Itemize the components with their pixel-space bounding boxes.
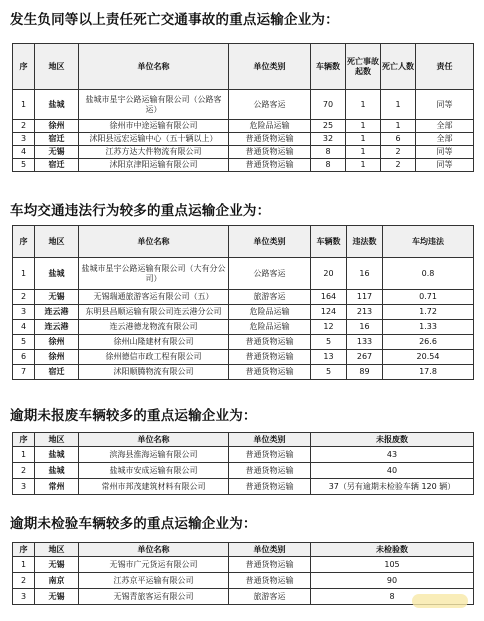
cell-name: 东明县昌顺运输有限公司连云港分公司 [79,305,229,320]
cell-name: 沭阳县远宏运输中心（五十辆以上） [79,133,229,146]
cell-region: 无锡 [35,146,79,159]
table-row [13,146,474,159]
cell-deaths: 1 [381,120,416,133]
cell-violations: 133 [347,335,383,350]
cell-average: 1.33 [383,320,474,335]
cell-category: 普通货物运输 [229,365,311,380]
cell-no: 2 [13,120,35,133]
table-row [13,335,474,350]
cell-category: 普通货物运输 [229,573,311,589]
table-header-row [13,44,474,90]
col-header: 序 [13,44,35,90]
cell-average: 1.72 [383,305,474,320]
col-header: 单位名称 [79,226,229,258]
cell-no: 3 [13,305,35,320]
col-header: 地区 [35,543,79,557]
cell-duty: 同等 [416,146,474,159]
cell-region: 徐州 [35,335,79,350]
cell-category: 普通货物运输 [229,463,311,479]
cell-vehicles: 5 [311,365,347,380]
table-header-row [13,543,474,557]
cell-region: 宿迁 [35,133,79,146]
cell-vehicles: 8 [311,146,346,159]
cell-no: 7 [13,365,35,380]
cell-vehicles: 70 [311,90,346,120]
table-row [13,589,474,605]
col-header: 未报废数 [311,433,474,447]
cell-region: 无锡 [35,557,79,573]
cell-region: 盐城 [35,90,79,120]
table-header-row [13,226,474,258]
cell-region: 连云港 [35,320,79,335]
cell-violations: 16 [347,258,383,290]
cell-deaths: 2 [381,159,416,172]
cell-name: 江苏京平运输有限公司 [79,573,229,589]
cell-region: 盐城 [35,258,79,290]
section2-heading: 车均交通违法行为较多的重点运输企业为： [10,203,271,219]
section4-heading: 逾期未检验车辆较多的重点运输企业为： [10,516,257,532]
col-header: 序 [13,543,35,557]
col-header: 地区 [35,433,79,447]
cell-no: 1 [13,90,35,120]
cell-accidents: 1 [346,120,381,133]
cell-no: 4 [13,320,35,335]
cell-category: 旅游客运 [229,290,311,305]
cell-name: 无锡瑞通旅游客运有限公司（五） [79,290,229,305]
cell-region: 连云港 [35,305,79,320]
cell-vehicles: 124 [311,305,347,320]
table-row [13,463,474,479]
cell-count: 40 [311,463,474,479]
cell-region: 常州 [35,479,79,495]
table-row [13,120,474,133]
cell-average: 0.8 [383,258,474,290]
cell-category: 普通货物运输 [229,447,311,463]
cell-accidents: 1 [346,90,381,120]
table-header-row [13,433,474,447]
cell-name: 连云港德龙物流有限公司 [79,320,229,335]
cell-duty: 全部 [416,133,474,146]
cell-region: 盐城 [35,463,79,479]
cell-category: 普通货物运输 [229,350,311,365]
cell-category: 危险品运输 [229,120,311,133]
cell-category: 公路客运 [229,258,311,290]
cell-region: 无锡 [35,290,79,305]
table-row [13,320,474,335]
cell-no: 3 [13,589,35,605]
cell-vehicles: 8 [311,159,346,172]
table-row [13,573,474,589]
cell-name: 徐州山隆建材有限公司 [79,335,229,350]
cell-name: 沭阳顺腾物流有限公司 [79,365,229,380]
cell-region: 无锡 [35,589,79,605]
cell-category: 普通货物运输 [229,133,311,146]
col-header: 地区 [35,44,79,90]
overdue-scrap-table [12,432,474,495]
cell-count: 37（另有逾期未检验车辆 120 辆） [311,479,474,495]
table-row [13,90,474,120]
col-header: 车辆数 [311,226,347,258]
cell-violations: 89 [347,365,383,380]
table-row [13,258,474,290]
cell-no: 6 [13,350,35,365]
cell-violations: 267 [347,350,383,365]
cell-name: 无锡市广元货运有限公司 [79,557,229,573]
col-header: 地区 [35,226,79,258]
watermark-blob [412,594,468,608]
table-row [13,365,474,380]
col-header: 序 [13,433,35,447]
cell-vehicles: 20 [311,258,347,290]
cell-accidents: 1 [346,133,381,146]
cell-name: 沭阳京津阳运输有限公司 [79,159,229,172]
table-row [13,133,474,146]
cell-duty: 全部 [416,120,474,133]
cell-name: 徐州市中途运输有限公司 [79,120,229,133]
cell-name: 徐州德信市政工程有限公司 [79,350,229,365]
col-header: 责任 [416,44,474,90]
cell-violations: 16 [347,320,383,335]
cell-count: 8 [311,589,474,605]
col-header: 死亡事故起数 [346,44,381,90]
col-header: 车均违法 [383,226,474,258]
cell-category: 普通货物运输 [229,479,311,495]
cell-deaths: 6 [381,133,416,146]
cell-region: 徐州 [35,120,79,133]
table-row [13,290,474,305]
cell-category: 普通货物运输 [229,159,311,172]
cell-accidents: 1 [346,146,381,159]
cell-category: 危险品运输 [229,305,311,320]
cell-no: 2 [13,573,35,589]
cell-no: 5 [13,159,35,172]
violation-table [12,225,474,380]
col-header: 单位名称 [79,433,229,447]
col-header: 单位类别 [229,226,311,258]
cell-duty: 同等 [416,90,474,120]
cell-deaths: 1 [381,90,416,120]
col-header: 死亡人数 [381,44,416,90]
col-header: 违法数 [347,226,383,258]
cell-deaths: 2 [381,146,416,159]
col-header: 单位名称 [79,44,229,90]
cell-average: 0.71 [383,290,474,305]
cell-category: 危险品运输 [229,320,311,335]
cell-count: 43 [311,447,474,463]
table-row [13,479,474,495]
col-header: 单位类别 [229,433,311,447]
cell-name: 盐城市星宇公路运输有限公司（大有分公司） [79,258,229,290]
cell-category: 旅游客运 [229,589,311,605]
cell-count: 105 [311,557,474,573]
cell-no: 3 [13,479,35,495]
table-row [13,557,474,573]
cell-category: 普通货物运输 [229,146,311,159]
cell-name: 常州市邦茂建筑材料有限公司 [79,479,229,495]
col-header: 单位类别 [229,44,311,90]
table-row [13,305,474,320]
cell-average: 20.54 [383,350,474,365]
cell-no: 2 [13,463,35,479]
cell-vehicles: 164 [311,290,347,305]
cell-name: 江苏方达大件物流有限公司 [79,146,229,159]
cell-vehicles: 12 [311,320,347,335]
cell-category: 普通货物运输 [229,335,311,350]
cell-region: 南京 [35,573,79,589]
cell-region: 盐城 [35,447,79,463]
cell-duty: 同等 [416,159,474,172]
cell-category: 公路客运 [229,90,311,120]
col-header: 未检验数 [311,543,474,557]
col-header: 单位名称 [79,543,229,557]
cell-name: 滨海县淮海运输有限公司 [79,447,229,463]
col-header: 车辆数 [311,44,346,90]
cell-no: 2 [13,290,35,305]
cell-category: 普通货物运输 [229,557,311,573]
cell-region: 徐州 [35,350,79,365]
cell-violations: 117 [347,290,383,305]
cell-name: 盐城市安成运输有限公司 [79,463,229,479]
cell-no: 4 [13,146,35,159]
cell-average: 26.6 [383,335,474,350]
col-header: 序 [13,226,35,258]
cell-region: 宿迁 [35,365,79,380]
col-header: 单位类别 [229,543,311,557]
table-row [13,159,474,172]
section1-heading: 发生负同等以上责任死亡交通事故的重点运输企业为： [10,12,339,28]
fatal-accident-table [12,43,474,172]
cell-no: 1 [13,258,35,290]
cell-vehicles: 32 [311,133,346,146]
overdue-inspection-table [12,542,474,605]
cell-average: 17.8 [383,365,474,380]
cell-no: 5 [13,335,35,350]
cell-vehicles: 13 [311,350,347,365]
cell-no: 1 [13,557,35,573]
cell-name: 无锡青旅客运有限公司 [79,589,229,605]
cell-violations: 213 [347,305,383,320]
cell-no: 1 [13,447,35,463]
cell-vehicles: 25 [311,120,346,133]
cell-region: 宿迁 [35,159,79,172]
cell-accidents: 1 [346,159,381,172]
cell-vehicles: 5 [311,335,347,350]
cell-name: 盐城市星宇公路运输有限公司（公路客运） [79,90,229,120]
cell-count: 90 [311,573,474,589]
section3-heading: 逾期未报废车辆较多的重点运输企业为： [10,408,257,424]
cell-no: 3 [13,133,35,146]
table-row [13,350,474,365]
table-row [13,447,474,463]
